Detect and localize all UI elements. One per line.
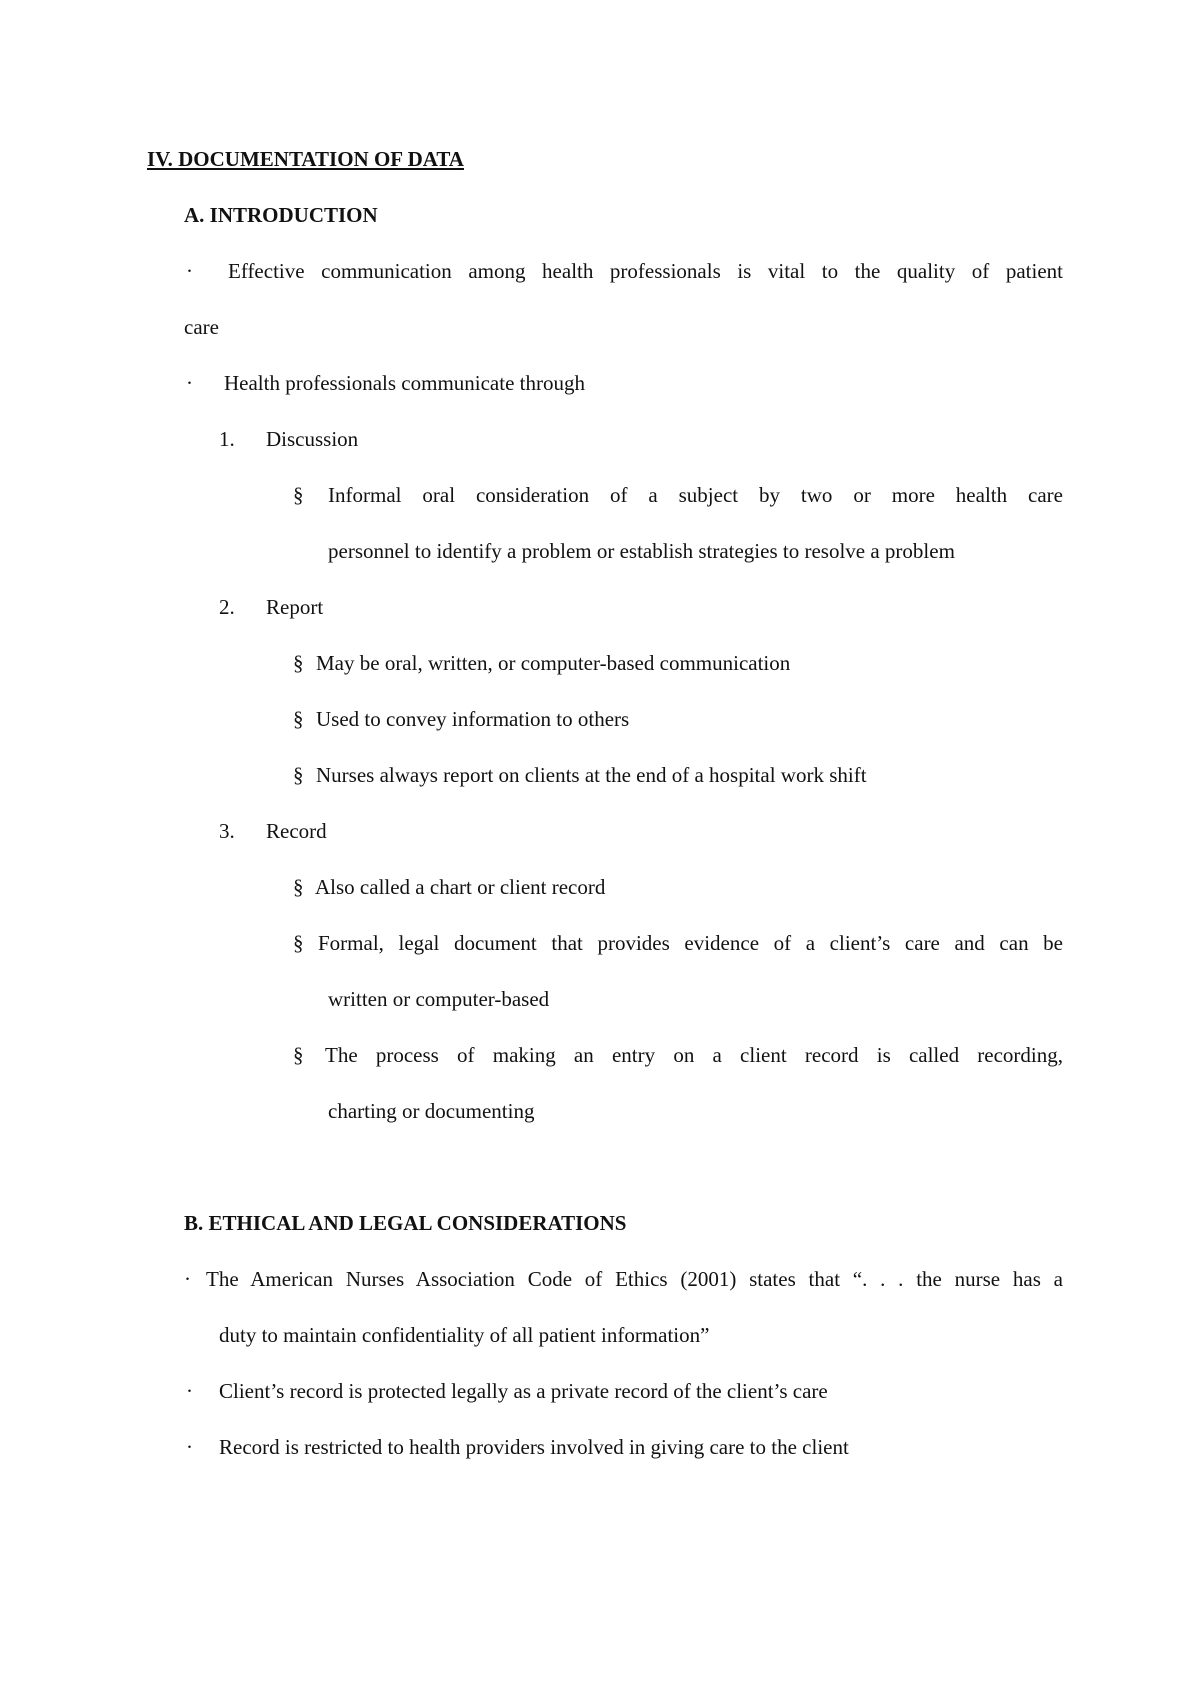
bullet-icon: ·	[186, 1379, 193, 1403]
report-sub-2: Used to convey information to others	[316, 707, 630, 731]
record-sub-1: Also called a chart or client record	[315, 875, 606, 899]
item-label-record: Record	[266, 819, 327, 843]
item-number: 3.	[219, 819, 235, 843]
report-sub-3: Nurses always report on clients at the end of a hospital work shift	[316, 763, 867, 787]
intro-point-1-line-1: Effective communication among health professionals is vital to the quality of patient	[228, 259, 1063, 283]
section-mark-icon: §	[293, 763, 304, 787]
section-mark-icon: §	[293, 651, 304, 675]
record-sub-3-line-1: The process of making an entry on a client record is called recording,	[325, 1043, 1063, 1067]
record-sub-3-line-2: charting or documenting	[328, 1099, 535, 1123]
bullet-icon: ·	[186, 371, 193, 395]
bullet-icon: ·	[184, 1267, 191, 1291]
section-mark-icon: §	[293, 931, 304, 955]
discussion-sub-1-line-1: Informal oral consideration of a subject by two or more health care	[328, 483, 1063, 507]
bullet-icon: ·	[186, 259, 193, 283]
ethics-heading: B. ETHICAL AND LEGAL CONSIDERATIONS	[184, 1211, 627, 1235]
item-number: 2.	[219, 595, 235, 619]
intro-heading: A. INTRODUCTION	[184, 203, 378, 227]
ethics-point-1-line-1: The American Nurses Association Code of Ethics (2001) states that “. . . the nurse has a	[206, 1267, 1063, 1291]
record-sub-2-line-2: written or computer-based	[328, 987, 550, 1011]
intro-point-2: Health professionals communicate through	[224, 371, 585, 395]
ethics-point-2: Client’s record is protected legally as a private record of the client’s care	[219, 1379, 828, 1403]
record-sub-2-line-1: Formal, legal document that provides evidence of a client’s care and can be	[318, 931, 1063, 955]
section-mark-icon: §	[293, 1043, 304, 1067]
section-title: IV. DOCUMENTATION OF DATA	[147, 147, 464, 171]
item-label-discussion: Discussion	[266, 427, 359, 451]
section-mark-icon: §	[293, 875, 304, 899]
item-label-report: Report	[266, 595, 324, 619]
section-mark-icon: §	[293, 483, 304, 507]
bullet-icon: ·	[186, 1435, 193, 1459]
ethics-point-3: Record is restricted to health providers involved in giving care to the client	[219, 1435, 849, 1459]
section-mark-icon: §	[293, 707, 304, 731]
report-sub-1: May be oral, written, or computer-based communication	[316, 651, 791, 675]
ethics-point-1-line-2: duty to maintain confidentiality of all patient information”	[219, 1323, 710, 1347]
discussion-sub-1-line-2: personnel to identify a problem or establish strategies to resolve a problem	[328, 539, 955, 563]
item-number: 1.	[219, 427, 235, 451]
intro-point-1-line-2: care	[184, 315, 219, 339]
